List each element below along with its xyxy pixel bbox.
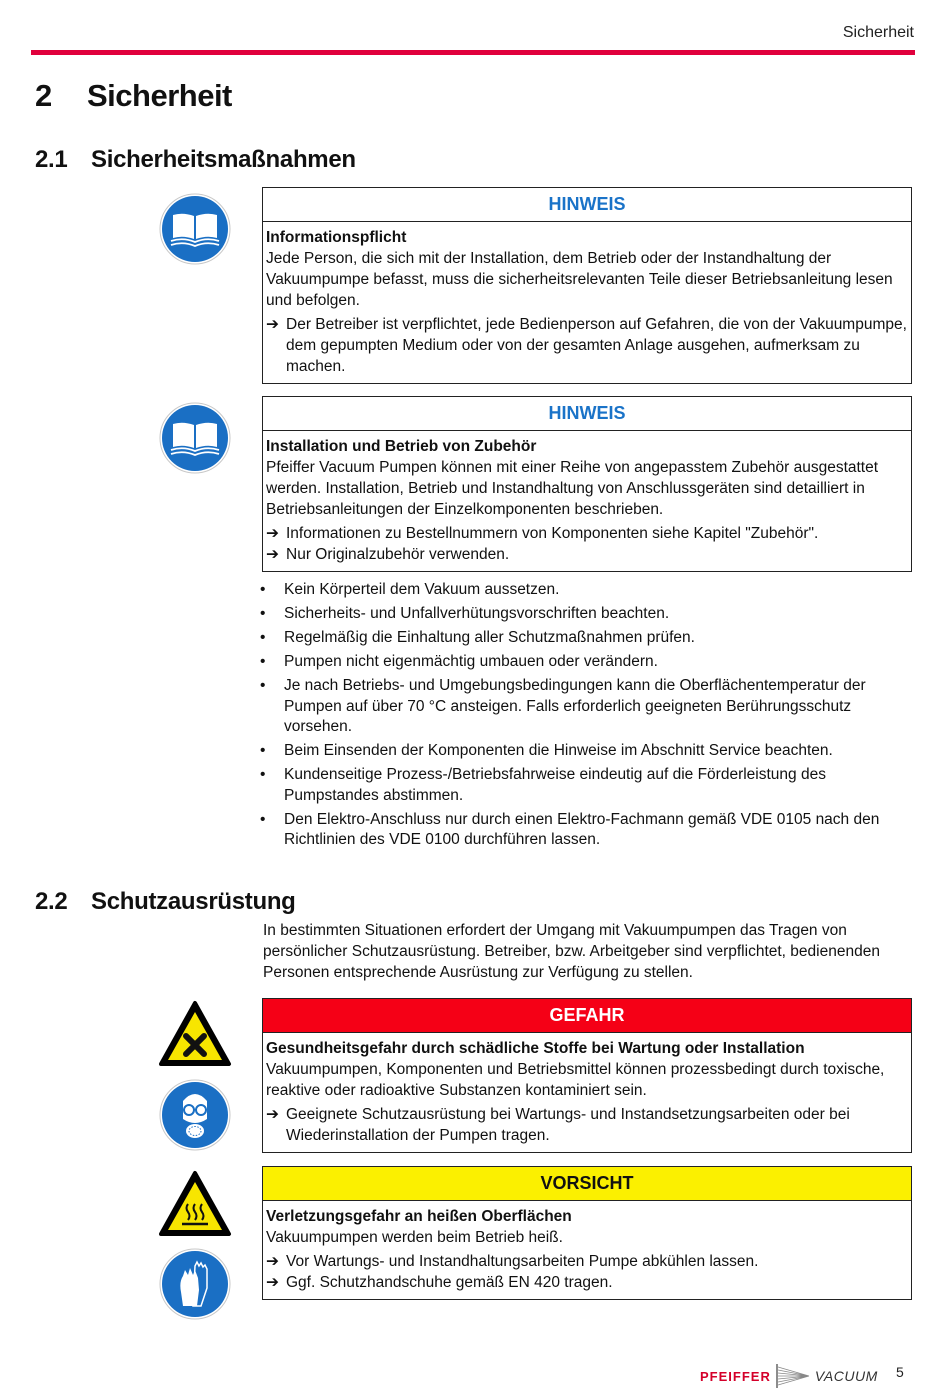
safety-bullet-list xyxy=(258,580,918,854)
notice-title: Informationspflicht xyxy=(266,229,407,246)
respirator-mask-icon xyxy=(159,1079,231,1151)
arrow-icon: ➔ xyxy=(266,1253,279,1270)
notice-box-vorsicht xyxy=(262,1166,912,1300)
notice-title: Installation und Betrieb von Zubehör xyxy=(266,438,537,455)
action-item: ➔ Informationen zu Bestellnummern von Komponenten siehe Kapitel "Zubehör". xyxy=(266,525,819,542)
harmful-substance-warning-icon xyxy=(158,1000,232,1068)
pfeiffer-vacuum-logo xyxy=(700,1363,878,1389)
section-heading-2-1 xyxy=(35,146,356,174)
header-rule xyxy=(31,50,915,55)
notice-text: Jede Person, die sich mit der Installation, dem Betrieb oder der Instandhaltung der Vakuumpumpe befasst, muss die sicherheitsrelevanten Teile dieser Betriebsanleitung lesen und befolgen. xyxy=(266,250,893,309)
section-heading-2-2 xyxy=(35,888,296,916)
notice-title: Gesundheitsgefahr durch schädliche Stoffe bei Wartung oder Installation xyxy=(266,1040,805,1057)
section-title: Sicherheitsmaßnahmen xyxy=(91,146,356,173)
arrow-icon: ➔ xyxy=(266,1106,279,1123)
section-number: 2.2 xyxy=(35,888,68,915)
chapter-number: 2 xyxy=(35,78,52,113)
arrow-icon: ➔ xyxy=(266,525,279,542)
signal-word-hinweis: HINWEIS xyxy=(263,397,911,431)
action-item: ➔ Der Betreiber ist verpflichtet, jede Bedienperson auf Gefahren, die von der Vakuumpumpe, dem gepumpten Medium oder von der gesamten Anlage ausgehen, aufmerksam zu machen. xyxy=(266,316,907,375)
list-item: • Pumpen nicht eigenmächtig umbauen oder verändern. xyxy=(260,653,658,670)
logo-text-pfeiffer: PFEIFFER xyxy=(700,1368,771,1384)
notice-title: Verletzungsgefahr an heißen Oberflächen xyxy=(266,1208,572,1225)
section-title: Schutzausrüstung xyxy=(91,888,296,915)
notice-box-informationspflicht xyxy=(262,187,912,384)
action-item: ➔ Nur Originalzubehör verwenden. xyxy=(266,546,510,563)
list-item: • Regelmäßig die Einhaltung aller Schutzmaßnahmen prüfen. xyxy=(260,629,695,646)
logo-fan-icon xyxy=(775,1363,811,1389)
notice-box-zubehoer xyxy=(262,396,912,572)
notice-text: Vakuumpumpen werden beim Betrieb heiß. xyxy=(266,1229,563,1246)
running-header: Sicherheit xyxy=(842,24,914,41)
logo-text-vacuum: VACUUM xyxy=(814,1368,878,1384)
list-item: • Sicherheits- und Unfallverhütungsvorschriften beachten. xyxy=(260,605,670,622)
list-item: • Je nach Betriebs- und Umgebungsbedingungen kann die Oberflächentemperatur der Pumpen auf über 70 °C ansteigen. Falls erforderlich geeigneten Berührungsschutz vorsehen. xyxy=(260,677,866,735)
hot-surface-warning-icon xyxy=(158,1170,232,1238)
notice-box-gefahr xyxy=(262,998,912,1153)
notice-text: Pfeiffer Vacuum Pumpen können mit einer Reihe von angepasstem Zubehör ausgestattet werden. Installation, Betrieb und Instandhaltung von Anschlussgeräten sind detailliert in Betriebsanleitungen der Einzelkomponenten beschrieben. xyxy=(266,459,879,518)
signal-word-gefahr: GEFAHR xyxy=(263,999,911,1033)
notice-text: Vakuumpumpen, Komponenten und Betriebsmittel können prozessbedingt durch toxische, reaktive oder radioaktive Substanzen kontaminiert sein. xyxy=(266,1061,885,1099)
arrow-icon: ➔ xyxy=(266,1274,279,1291)
arrow-icon: ➔ xyxy=(266,316,279,333)
chapter-title: Sicherheit xyxy=(87,78,232,113)
read-manual-icon xyxy=(159,402,231,474)
list-item: • Beim Einsenden der Komponenten die Hinweise im Abschnitt Service beachten. xyxy=(260,742,833,759)
protective-gloves-icon xyxy=(159,1248,231,1320)
section-intro: In bestimmten Situationen erfordert der Umgang mit Vakuumpumpen das Tragen von persönlicher Schutzausrüstung. Betreiber, bzw. Arbeitgeber sind verpflichtet, bedienenden Personen entsprechende Ausrüstung zur Verfügung zu stellen. xyxy=(263,922,880,981)
action-item: ➔ Vor Wartungs- und Instandhaltungsarbeiten Pumpe abkühlen lassen. xyxy=(266,1253,759,1270)
signal-word-hinweis: HINWEIS xyxy=(263,188,911,222)
section-number: 2.1 xyxy=(35,146,68,173)
page-number: 5 xyxy=(896,1364,904,1380)
action-item: ➔ Geeignete Schutzausrüstung bei Wartungs- und Instandsetzungsarbeiten oder bei Wiederinstallation der Pumpen tragen. xyxy=(266,1106,850,1144)
list-item: • Kein Körperteil dem Vakuum aussetzen. xyxy=(260,581,560,598)
list-item: • Kundenseitige Prozess-/Betriebsfahrweise eindeutig auf die Förderleistung des Pumpstandes abstimmen. xyxy=(260,766,826,804)
signal-word-vorsicht: VORSICHT xyxy=(263,1167,911,1201)
action-item: ➔ Ggf. Schutzhandschuhe gemäß EN 420 tragen. xyxy=(266,1274,613,1291)
chapter-heading xyxy=(35,78,232,114)
list-item: • Den Elektro-Anschluss nur durch einen Elektro-Fachmann gemäß VDE 0105 nach den Richtlinien des VDE 0100 durchführen lassen. xyxy=(260,810,880,848)
read-manual-icon xyxy=(159,193,231,265)
arrow-icon: ➔ xyxy=(266,546,279,563)
